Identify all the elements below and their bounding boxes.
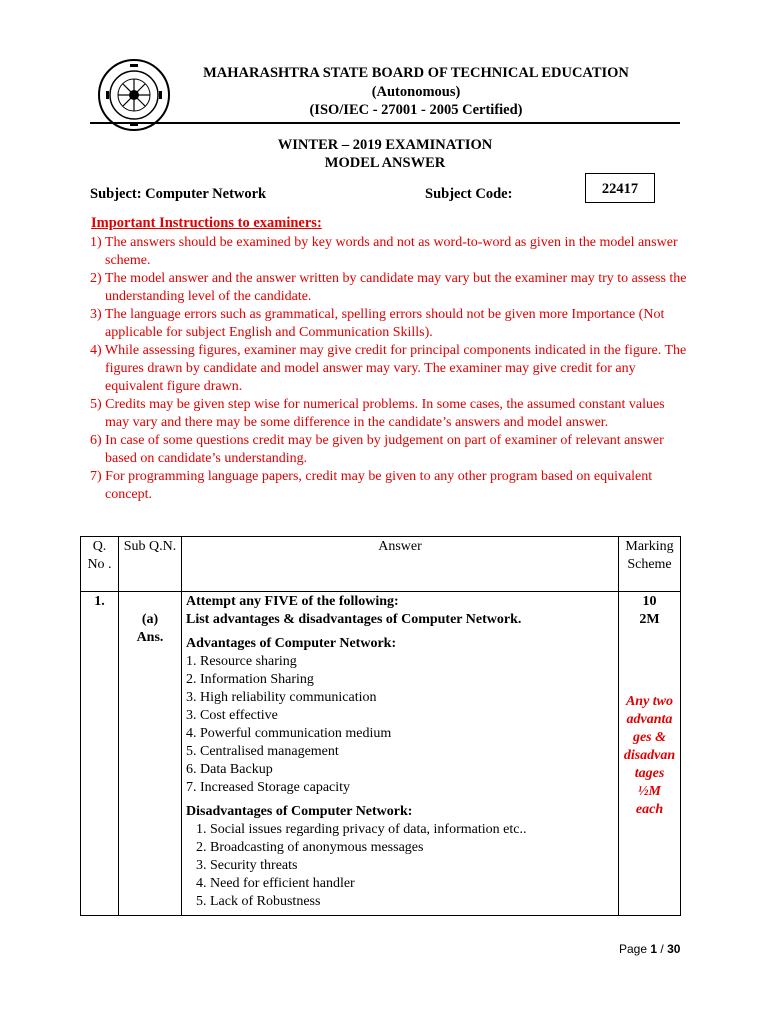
header-marking: Marking Scheme bbox=[619, 537, 681, 592]
instruction-item: 6) In case of some questions credit may be given by judgement on part of examiner of relevant answer based on candidate’s understanding. bbox=[90, 433, 664, 466]
header-qno: Q. No . bbox=[81, 537, 119, 592]
list-item: 1. Social issues regarding privacy of data, information etc.. bbox=[210, 821, 614, 839]
instruction-item: 5) Credits may be given step wise for numerical problems. In some cases, the assumed constant values may vary and there may be some difference in the candidate’s answers and model answer. bbox=[90, 397, 665, 430]
list-item: 4. Need for efficient handler bbox=[210, 875, 614, 893]
instruction-item: 7) For programming language papers, credit may be given to any other program based on equivalent concept. bbox=[90, 469, 653, 502]
certification-label: (ISO/IEC - 27001 - 2005 Certified) bbox=[309, 102, 523, 118]
page-footer bbox=[619, 942, 680, 956]
list-item: 1. Resource sharing bbox=[186, 654, 297, 669]
org-name: MAHARASHTRA STATE BOARD OF TECHNICAL EDUCATION bbox=[203, 65, 629, 81]
disadvantages-title: Disadvantages of Computer Network: bbox=[186, 804, 413, 819]
question-number: 1. bbox=[81, 592, 119, 916]
advantages-title: Advantages of Computer Network: bbox=[186, 636, 397, 651]
list-item: 3. High reliability communication bbox=[186, 690, 377, 705]
list-item: 3. Cost effective bbox=[186, 708, 278, 723]
exam-title: WINTER – 2019 EXAMINATION bbox=[277, 137, 493, 153]
autonomous-label: (Autonomous) bbox=[371, 84, 461, 100]
table-header-row bbox=[81, 537, 681, 592]
list-item: 2. Broadcasting of anonymous messages bbox=[210, 839, 614, 857]
advantages-list bbox=[186, 653, 614, 797]
marks-note: Any two advanta ges & disadvan tages ½M each bbox=[623, 694, 676, 817]
subject-code-box: 22417 bbox=[585, 173, 655, 203]
sub-question-cell bbox=[119, 592, 182, 916]
list-item: 5. Lack of Robustness bbox=[210, 893, 614, 911]
question-text: List advantages & disadvantages of Computer Network. bbox=[186, 612, 522, 627]
page-label: Page bbox=[619, 942, 651, 956]
marking-cell bbox=[619, 592, 681, 916]
sub-question-label: (a) bbox=[141, 612, 159, 627]
header-subqn: Sub Q.N. bbox=[119, 537, 182, 592]
table-row bbox=[81, 592, 681, 916]
list-item: 3. Security threats bbox=[210, 857, 614, 875]
list-item: 2. Information Sharing bbox=[186, 672, 314, 687]
header-answer: Answer bbox=[182, 537, 619, 592]
subject-label: Subject: Computer Network bbox=[90, 186, 267, 202]
instruction-item: 2) The model answer and the answer written by candidate may vary but the examiner may try to assess the understanding level of the candidate. bbox=[90, 271, 687, 304]
marks-total: 10 bbox=[642, 594, 657, 609]
answer-cell bbox=[182, 592, 619, 916]
list-item: 5. Centralised management bbox=[186, 744, 339, 759]
page-separator: / bbox=[657, 942, 668, 956]
list-item: 6. Data Backup bbox=[186, 762, 273, 777]
instructions-title: Important Instructions to examiners: bbox=[91, 215, 322, 231]
ans-label: Ans. bbox=[136, 630, 164, 645]
list-item: 7. Increased Storage capacity bbox=[186, 780, 351, 795]
page-total: 30 bbox=[667, 942, 681, 956]
msbte-logo bbox=[97, 58, 171, 132]
instruction-item: 1) The answers should be examined by key words and not as word-to-word as given in the model answer scheme. bbox=[90, 235, 678, 268]
header-divider bbox=[90, 122, 680, 124]
marks-question: 2M bbox=[639, 612, 660, 627]
page-current: 1 bbox=[650, 942, 658, 956]
question-instruction: Attempt any FIVE of the following: bbox=[186, 594, 399, 609]
subject-code-label: Subject Code: bbox=[425, 186, 513, 202]
list-item: 4. Powerful communication medium bbox=[186, 726, 392, 741]
instruction-item: 4) While assessing figures, examiner may give credit for principal components indicated in the figure. The figures drawn by candidate and model answer may vary. The examiner may give credit for any equivalent figure drawn. bbox=[90, 343, 687, 394]
instruction-item: 3) The language errors such as grammatical, spelling errors should not be given more Importance (Not applicable for subject English and Communication Skills). bbox=[90, 307, 665, 340]
instructions-list bbox=[90, 234, 690, 504]
answer-table bbox=[80, 536, 681, 916]
disadvantages-list bbox=[186, 821, 614, 911]
exam-subtitle: MODEL ANSWER bbox=[324, 155, 446, 171]
